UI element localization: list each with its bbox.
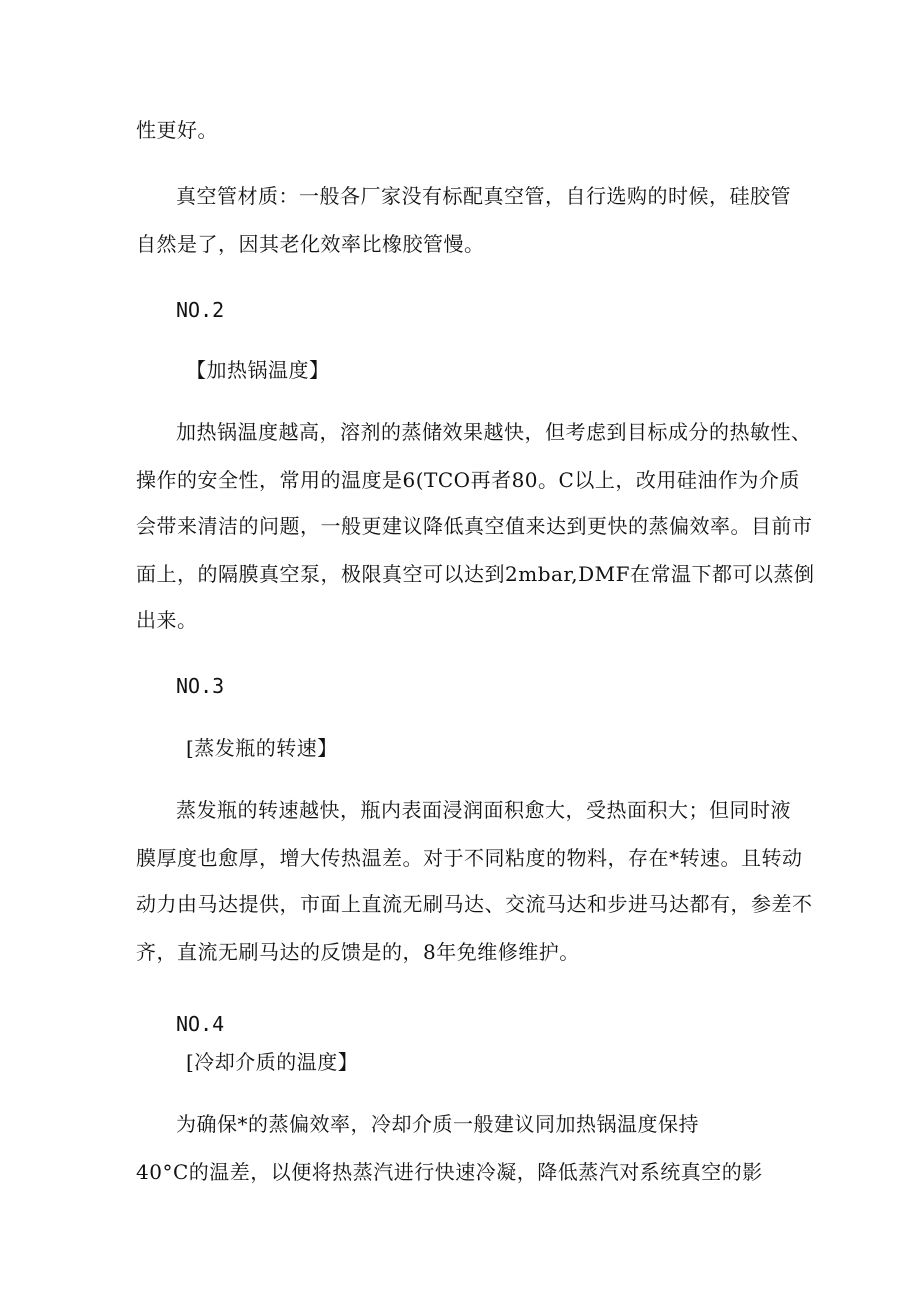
vacuum-tube-line-2: 自然是了，因其老化效率比橡胶管慢。 xyxy=(136,232,485,256)
section-number: NO.2 xyxy=(176,298,225,322)
section-number: NO.4 xyxy=(176,1012,225,1036)
section-heading: 【加热锅温度】 xyxy=(186,358,330,382)
paragraph-line: 为确保*的蒸偏效率，冷却介质一般建议同加热锅温度保持 xyxy=(176,1112,699,1136)
section-heading: [冷却介质的温度】 xyxy=(186,1050,359,1074)
section-number: NO.3 xyxy=(176,674,225,698)
paragraph-line: 齐，直流无刷马达的反馈是的，8年免维修维护。 xyxy=(136,940,580,964)
vacuum-tube-line-1: 真空管材质：一般各厂家没有标配真空管，自行选购的时候，硅胶管 xyxy=(176,184,791,208)
section-heading: [蒸发瓶的转速】 xyxy=(186,736,338,760)
paragraph-line: 40°C的温差，以便将热蒸汽进行快速冷凝，降低蒸汽对系统真空的影 xyxy=(136,1160,763,1184)
paragraph-line: 加热锅温度越高，溶剂的蒸储效果越快，但考虑到目标成分的热敏性、 xyxy=(176,420,812,444)
paragraph-line: 会带来清洁的问题，一般更建议降低真空值来达到更快的蒸偏效率。目前市 xyxy=(136,514,813,538)
paragraph-line: 膜厚度也愈厚，增大传热温差。对于不同粘度的物料，存在*转速。且转动 xyxy=(136,846,803,870)
intro-tail-text: 性更好。 xyxy=(136,118,218,142)
paragraph-line: 操作的安全性，常用的温度是6(TCO再者80。C以上，改用硅油作为介质 xyxy=(136,468,800,492)
paragraph-line: 蒸发瓶的转速越快，瓶内表面浸润面积愈大，受热面积大；但同时液 xyxy=(176,798,791,822)
paragraph-line: 动力由马达提供，市面上直流无刷马达、交流马达和步进马达都有，参差不 xyxy=(136,892,813,916)
paragraph-line: 面上，的隔膜真空泵，极限真空可以达到2mbar,DMF在常温下都可以蒸倒 xyxy=(136,562,815,586)
paragraph-line: 出来。 xyxy=(136,608,198,632)
